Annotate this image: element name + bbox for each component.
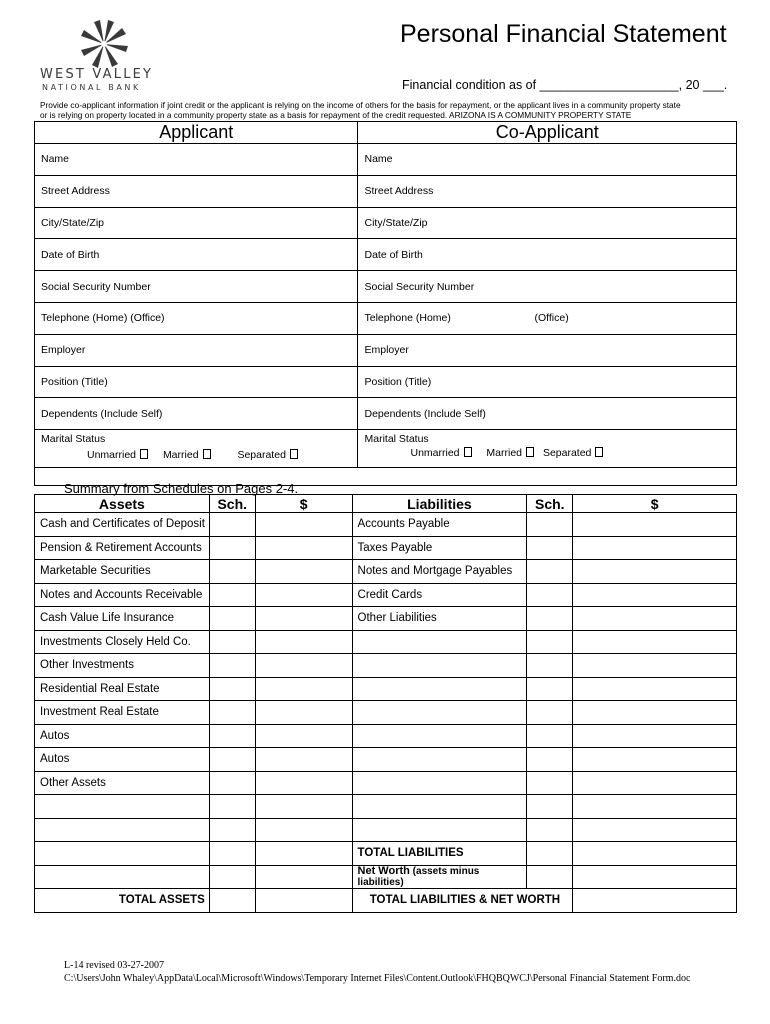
applicant-table [34,121,737,486]
coapplicant-field[interactable]: Position (Title) [358,366,737,398]
asset-sch-cell[interactable] [209,630,255,654]
bank-subtitle: NATIONAL BANK [42,83,141,92]
liability-amount-cell[interactable] [573,701,737,725]
asset-label: Pension & Retirement Accounts [35,536,210,560]
asset-sch-cell[interactable] [209,536,255,560]
married-label: Married [162,449,199,462]
married-checkbox[interactable] [203,449,211,459]
asset-sch-cell[interactable] [209,842,255,866]
net-worth-title: Net Worth [357,864,410,877]
asset-label[interactable] [35,865,210,889]
liability-sch-cell[interactable] [527,724,573,748]
asset-sch-cell[interactable] [209,865,255,889]
coapplicant-telephone-field[interactable] [358,302,737,334]
liability-amount-cell[interactable] [573,583,737,607]
applicant-field[interactable]: Street Address [35,175,358,207]
asset-sch-cell[interactable] [209,677,255,701]
asset-amount-cell[interactable] [255,607,352,631]
coapplicant-field[interactable]: Dependents (Include Self) [358,398,737,430]
applicant-field[interactable]: Social Security Number [35,271,358,303]
liability-amount-cell[interactable] [573,607,737,631]
co-applicant-note [40,100,740,120]
coapplicant-field[interactable]: City/State/Zip [358,207,737,239]
applicant-field[interactable]: City/State/Zip [35,207,358,239]
asset-label: Autos [35,748,210,772]
asset-amount-cell[interactable] [255,795,352,819]
separated-label: Separated [542,447,592,460]
summary-caption: Summary from Schedules on Pages 2-4. [64,481,299,496]
liability-amount-cell[interactable] [573,724,737,748]
asset-sch-cell[interactable] [209,795,255,819]
liability-label[interactable] [352,818,527,842]
coapplicant-field[interactable]: Employer [358,334,737,366]
liability-amount-cell[interactable] [573,771,737,795]
liability-label[interactable] [352,724,527,748]
liability-amount-cell[interactable] [573,818,737,842]
total-liabilities-net-worth-label: TOTAL LIABILITIES & NET WORTH [352,889,573,913]
liability-sch-cell[interactable] [527,795,573,819]
liability-amount-cell[interactable] [573,513,737,537]
total-assets-label: TOTAL ASSETS [35,889,210,913]
liability-label: Accounts Payable [352,513,527,537]
liability-label[interactable] [352,701,527,725]
asset-sch-cell[interactable] [209,889,255,913]
asset-amount-cell[interactable] [255,865,352,889]
liability-sch-cell[interactable] [527,701,573,725]
file-path: C:\Users\John Whaley\AppData\Local\Microsoft\Windows\Temporary Internet Files\Content.Outlook\FHQBQWCJ\Personal Financial Statement Form.doc [64,973,691,984]
coapplicant-header: Co-Applicant [358,122,737,144]
marital-status-label: Marital Status [364,433,429,446]
liability-amount-cell[interactable] [573,748,737,772]
liability-label: Other Liabilities [352,607,527,631]
unmarried-checkbox[interactable] [464,447,472,457]
liability-sch-cell[interactable] [527,771,573,795]
liability-label: Taxes Payable [352,536,527,560]
applicant-field[interactable]: Date of Birth [35,239,358,271]
asset-amount-cell[interactable] [255,724,352,748]
applicant-header: Applicant [35,122,358,144]
assets-liabilities-table [34,494,737,913]
asset-sch-cell[interactable] [209,771,255,795]
asset-amount-cell[interactable] [255,842,352,866]
coapplicant-phone-home-label: Telephone (Home) [364,312,451,325]
liability-sch-cell[interactable] [527,607,573,631]
separated-label: Separated [237,449,286,462]
asset-label[interactable] [35,818,210,842]
note-line-1: Provide co-applicant information if joint credit or the applicant is relying on the income of others for the basis for repayment, or the applicant lives in a community property state [40,100,681,110]
liability-sch-cell[interactable] [527,560,573,584]
unmarried-label: Unmarried [410,447,460,460]
total-assets-amount[interactable] [255,889,352,913]
liability-label[interactable] [352,771,527,795]
revision-note: L-14 revised 03-27-2007 [64,960,164,971]
liability-sch-cell[interactable] [527,630,573,654]
asset-amount-cell[interactable] [255,583,352,607]
asset-label: Cash and Certificates of Deposit [35,513,210,537]
liability-label[interactable] [352,654,527,678]
liability-label: Notes and Mortgage Payables [352,560,527,584]
separated-checkbox[interactable] [290,449,298,459]
marital-status-label: Marital Status [41,433,106,446]
net-worth-note: (assets minus liabilities) [357,865,480,888]
asset-label: Other Assets [35,771,210,795]
coapplicant-field[interactable]: Social Security Number [358,271,737,303]
asset-label: Investment Real Estate [35,701,210,725]
liability-sch-cell[interactable] [527,513,573,537]
unmarried-checkbox[interactable] [140,449,148,459]
coapplicant-phone-office-label: (Office) [534,312,569,325]
applicant-field[interactable]: Employer [35,334,358,366]
asset-label: Other Investments [35,654,210,678]
financial-condition-date[interactable]: Financial condition as of ____________________, 20 ___. [402,78,728,92]
applicant-field[interactable]: Name [35,144,358,176]
applicant-field[interactable]: Dependents (Include Self) [35,398,358,430]
page-title: Personal Financial Statement [400,20,727,48]
asset-sch-cell[interactable] [209,701,255,725]
separated-checkbox[interactable] [595,447,603,457]
unmarried-label: Unmarried [87,449,137,462]
liability-label[interactable] [352,748,527,772]
asset-sch-cell[interactable] [209,560,255,584]
asset-amount-cell[interactable] [255,771,352,795]
asset-label: Marketable Securities [35,560,210,584]
liability-amount-cell[interactable] [573,677,737,701]
asset-amount-cell[interactable] [255,560,352,584]
assets-dollar-header: $ [255,495,352,513]
applicant-field[interactable]: Position (Title) [35,366,358,398]
married-label: Married [486,447,523,460]
asset-sch-cell[interactable] [209,818,255,842]
liability-amount-cell[interactable] [573,536,737,560]
married-checkbox[interactable] [526,447,534,457]
liability-label[interactable] [352,795,527,819]
asset-label: Investments Closely Held Co. [35,630,210,654]
asset-label: Autos [35,724,210,748]
liabilities-sch-header: Sch. [527,495,573,513]
liability-sch-cell[interactable] [527,818,573,842]
asset-amount-cell[interactable] [255,748,352,772]
applicant-field[interactable]: Telephone (Home) (Office) [35,302,358,334]
liability-amount-cell[interactable] [573,630,737,654]
coapplicant-field[interactable]: Street Address [358,175,737,207]
asset-label: Residential Real Estate [35,677,210,701]
asset-label: Cash Value Life Insurance [35,607,210,631]
net-worth-amount[interactable] [573,865,737,889]
coapplicant-field[interactable]: Date of Birth [358,239,737,271]
assets-header: Assets [35,495,210,513]
liabilities-header: Liabilities [352,495,527,513]
liability-amount-cell[interactable] [573,654,737,678]
liability-sch-cell[interactable] [527,748,573,772]
asset-sch-cell[interactable] [209,654,255,678]
total-liabilities-net-worth-amount[interactable] [573,889,737,913]
asset-sch-cell[interactable] [209,513,255,537]
asset-amount-cell[interactable] [255,513,352,537]
liability-sch-cell[interactable] [527,865,573,889]
liabilities-dollar-header: $ [573,495,737,513]
applicant-marital-status [35,430,358,468]
asset-sch-cell[interactable] [209,748,255,772]
liability-label: Credit Cards [352,583,527,607]
asset-amount-cell[interactable] [255,818,352,842]
asset-sch-cell[interactable] [209,607,255,631]
total-liabilities-amount[interactable] [573,842,737,866]
bank-name: WEST VALLEY [40,67,154,82]
asset-sch-cell[interactable] [209,724,255,748]
asset-amount-cell[interactable] [255,630,352,654]
assets-sch-header: Sch. [209,495,255,513]
asset-label[interactable] [35,842,210,866]
liability-sch-cell[interactable] [527,654,573,678]
total-liabilities-label: TOTAL LIABILITIES [352,842,527,866]
asset-label: Notes and Accounts Receivable [35,583,210,607]
liability-sch-cell[interactable] [527,583,573,607]
liability-label[interactable] [352,677,527,701]
liability-amount-cell[interactable] [573,795,737,819]
asset-amount-cell[interactable] [255,536,352,560]
asset-amount-cell[interactable] [255,654,352,678]
liability-amount-cell[interactable] [573,560,737,584]
note-line-2: or is relying on property located in a community property state as a basis for repayment of the credit requested. ARIZONA IS A COMMUNITY PROPERTY STATE [40,110,632,120]
coapplicant-marital-status [358,430,737,468]
asset-amount-cell[interactable] [255,677,352,701]
asset-label[interactable] [35,795,210,819]
liability-sch-cell[interactable] [527,536,573,560]
asset-sch-cell[interactable] [209,583,255,607]
asset-amount-cell[interactable] [255,701,352,725]
net-worth-label [352,865,527,889]
coapplicant-field[interactable]: Name [358,144,737,176]
liability-sch-cell[interactable] [527,677,573,701]
liability-label[interactable] [352,630,527,654]
liability-sch-cell[interactable] [527,842,573,866]
